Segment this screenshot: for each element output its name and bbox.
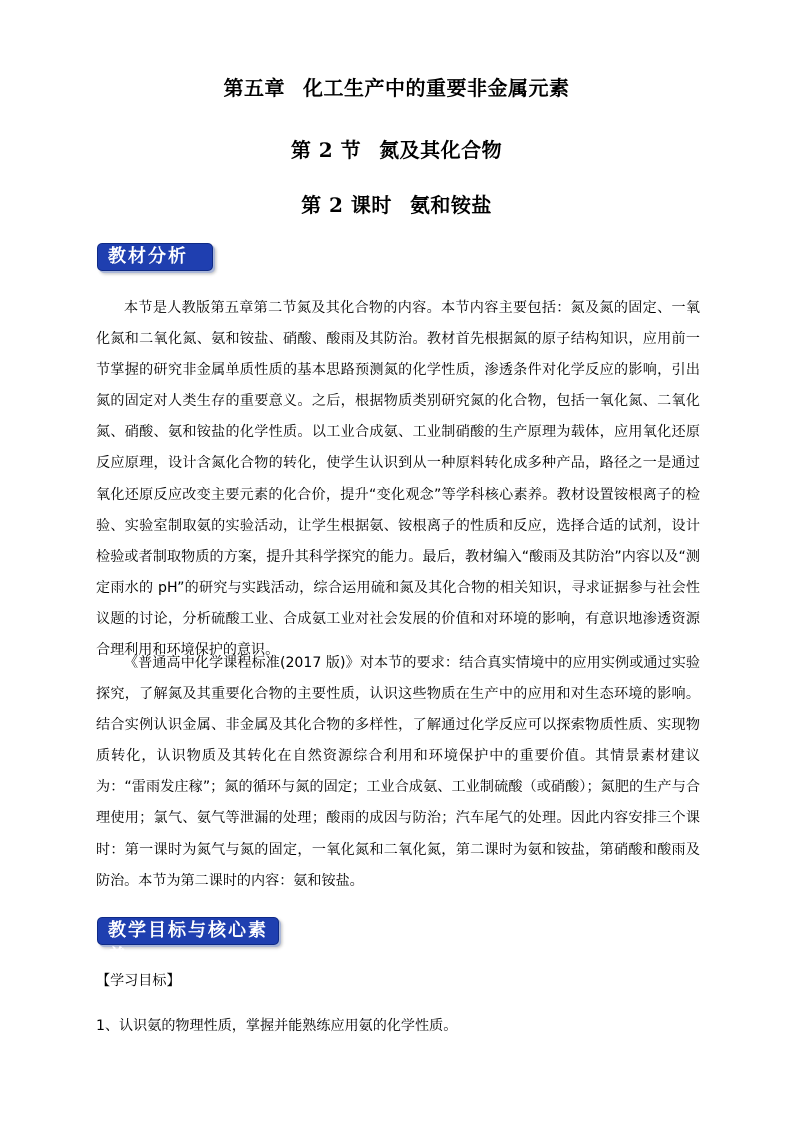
analysis-badge: 教材分析	[97, 243, 213, 271]
learning-goals-heading: 【学习目标】	[96, 973, 181, 989]
lesson-title	[0, 189, 793, 218]
standards-paragraph: 《普通高中化学课程标准(2017 版)》对本节的要求：结合真实情境中的应用实例或通过实验探究，了解氮及其重要化合物的主要性质，认识这些物质在生产中的应用和对生态环境的影响。结合实例认识金属、非金属及其化合物的多样性，了解通过化学反应可以探索物质性质、实现物质转化，认识物质及其转化在自然资源综合利用和环境保护中的重要价值。其情景素材建议为：“雷雨发庄稼”；氮的循环与氮的固定；工业合成氨、工业制硫酸（或硝酸）；氮肥的生产与合理使用；氯气、氨气等泄漏的处理；酸雨的成因与防治；汽车尾气的处理。因此内容安排三个课时：第一课时为氮气与氮的固定，一氧化氮和二氧化氮，第二课时为氨和铵盐，第硝酸和酸雨及防治。本节为第二课时的内容：氨和铵盐。	[96, 655, 700, 889]
chapter-number: 第五章	[223, 76, 285, 100]
chapter-title	[0, 72, 793, 101]
learning-goal-item: 1、认识氨的物理性质，掌握并能熟练应用氨的化学性质。	[96, 1018, 458, 1034]
analysis-paragraph: 本节是人教版第五章第二节氮及其化合物的内容。本节内容主要包括：氮及氮的固定、一氧化氮和二氧化氮、氨和铵盐、硝酸、酸雨及其防治。教材首先根据氮的原子结构知识，应用前一节掌握的研究非金属单质性质的基本思路预测氮的化学性质，渗透条件对化学反应的影响，引出氮的固定对人类生存的重要意义。之后，根据物质类别研究氮的化合物，包括一氧化氮、二氧化氮、硝酸、氨和铵盐的化学性质。以工业合成氨、工业制硝酸的生产原理为载体，应用氧化还原反应原理，设计含氮化合物的转化，使学生认识到从一种原料转化成多种产品，路径之一是通过氧化还原反应改变主要元素的化合价，提升“变化观念”等学科核心素养。教材设置铵根离子的检验、实验室制取氨的实验活动，让学生根据氨、铵根离子的性质和反应，选择合适的试剂，设计检验或者制取物质的方案，提升其科学探究的能力。最后，教材编入“酸雨及其防治”内容以及“测定雨水的 pH”的研究与实践活动，综合运用硫和氮及其化合物的相关知识，寻求证据参与社会性议题的讨论，分析硫酸工业、合成氨工业对社会发展的价值和对环境的影响，有意识地渗透资源合理利用和环境保护的意识。	[96, 300, 700, 659]
goals-badge: 教学目标与核心素养	[97, 917, 279, 945]
section-name: 氮及其化合物	[379, 138, 503, 162]
lesson-name: 氨和铵盐	[409, 193, 492, 217]
section-title	[0, 134, 793, 163]
chapter-name: 化工生产中的重要非金属元素	[303, 76, 570, 100]
lesson-number: 第 2 课时	[301, 193, 392, 217]
section-number: 第 2 节	[290, 138, 362, 162]
